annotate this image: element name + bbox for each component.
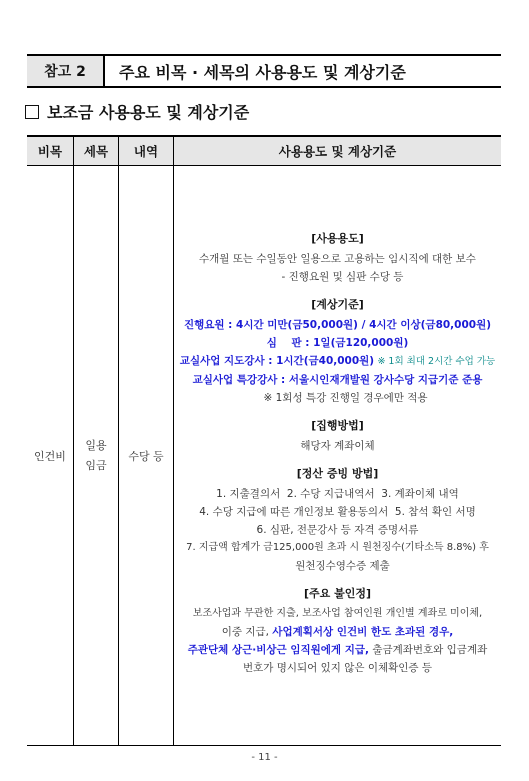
- table-header-row: [27, 136, 501, 166]
- criteria-table: [27, 135, 501, 746]
- page-title: 주요 비목 · 세목의 사용용도 및 계상기준: [119, 62, 406, 82]
- usage-title: [사용용도]: [311, 232, 364, 245]
- execution-title: [집행방법]: [311, 419, 364, 432]
- page-number: - 11 -: [251, 752, 278, 763]
- criteria-title: [계상기준]: [311, 298, 364, 311]
- settlement-title: [정산 증빙 방법]: [296, 467, 379, 480]
- cell-naeyeok: 수당 등: [119, 166, 174, 746]
- disallowed-line2: [178, 623, 497, 641]
- cell-content: [174, 166, 502, 746]
- disallowed-line3-blue: 주관단체 상근·비상근 임직원에게 지급,: [187, 644, 369, 656]
- reference-label: 참고 2: [27, 56, 105, 86]
- criteria-line2: 심 판 : 1일(금120,000원): [266, 337, 409, 349]
- section-heading: [25, 100, 249, 123]
- cell-bimok: 인건비: [27, 166, 74, 746]
- execution-line1: 해당자 계좌이체: [300, 440, 375, 452]
- settlement-line4: 7. 지급액 합계가 금125,000원 초과 시 원천징수(기타소득 8.8%) 후: [186, 542, 489, 553]
- cell-semok: [74, 166, 119, 746]
- criteria-line5: ※ 1회성 특강 진행일 경우에만 적용: [263, 392, 428, 404]
- disallowed-title: [주요 불인정]: [303, 587, 371, 600]
- criteria-line1: 진행요원 : 4시간 미만(금50,000원) / 4시간 이상(금80,000원): [183, 319, 492, 331]
- disallowed-line3: [178, 641, 497, 659]
- cell-semok-line1: 일용: [85, 438, 107, 452]
- settlement-line2: 4. 수당 지급에 따른 개인정보 활용동의서 5. 참석 확인 서명: [199, 506, 476, 518]
- usage-line1: 수개월 또는 수일동안 일용으로 고용하는 임시직에 대한 보수: [199, 253, 476, 265]
- disallowed-line2-blue: 사업계획서상 인건비 한도 초과된 경우,: [272, 626, 454, 638]
- title-bar: [27, 54, 501, 88]
- table-row: [27, 166, 501, 746]
- settlement-line1: 1. 지출결의서 2. 수당 지급내역서 3. 계좌이체 내역: [216, 488, 459, 500]
- header-naeyeok: 내역: [119, 136, 174, 166]
- settlement-line3: 6. 심판, 전문강사 등 자격 증명서류: [256, 524, 419, 536]
- square-bullet-icon: [25, 105, 39, 119]
- disallowed-line4: 번호가 명시되어 있지 않은 이체확인증 등: [242, 662, 433, 674]
- disallowed-line1: 보조사업과 무관한 지출, 보조사업 참여인원 개인별 계좌로 미이체,: [192, 608, 483, 619]
- cell-semok-line2: 임금: [85, 458, 107, 472]
- criteria-line3-note: ※ 1회 최대 2시간 수업 가능: [377, 356, 496, 367]
- disallowed-line3-post: 출금계좌번호와 입금계좌: [368, 644, 488, 656]
- header-bimok: 비목: [27, 136, 74, 166]
- header-usage-criteria: 사용용도 및 계상기준: [174, 136, 502, 166]
- criteria-line4: 교실사업 특강강사 : 서울시인재개발원 강사수당 지급기준 준용: [192, 374, 483, 386]
- header-semok: 세목: [74, 136, 119, 166]
- section-heading-text: 보조금 사용용도 및 계상기준: [47, 103, 250, 122]
- criteria-line3-main: 교실사업 지도강사 : 1시간(금40,000원): [179, 355, 375, 367]
- disallowed-line2-pre: 이중 지급,: [221, 626, 273, 638]
- settlement-line5: 원천징수영수증 제출: [295, 560, 390, 572]
- usage-line2: - 진행요원 및 심판 수당 등: [281, 271, 404, 283]
- criteria-line3: [178, 352, 497, 371]
